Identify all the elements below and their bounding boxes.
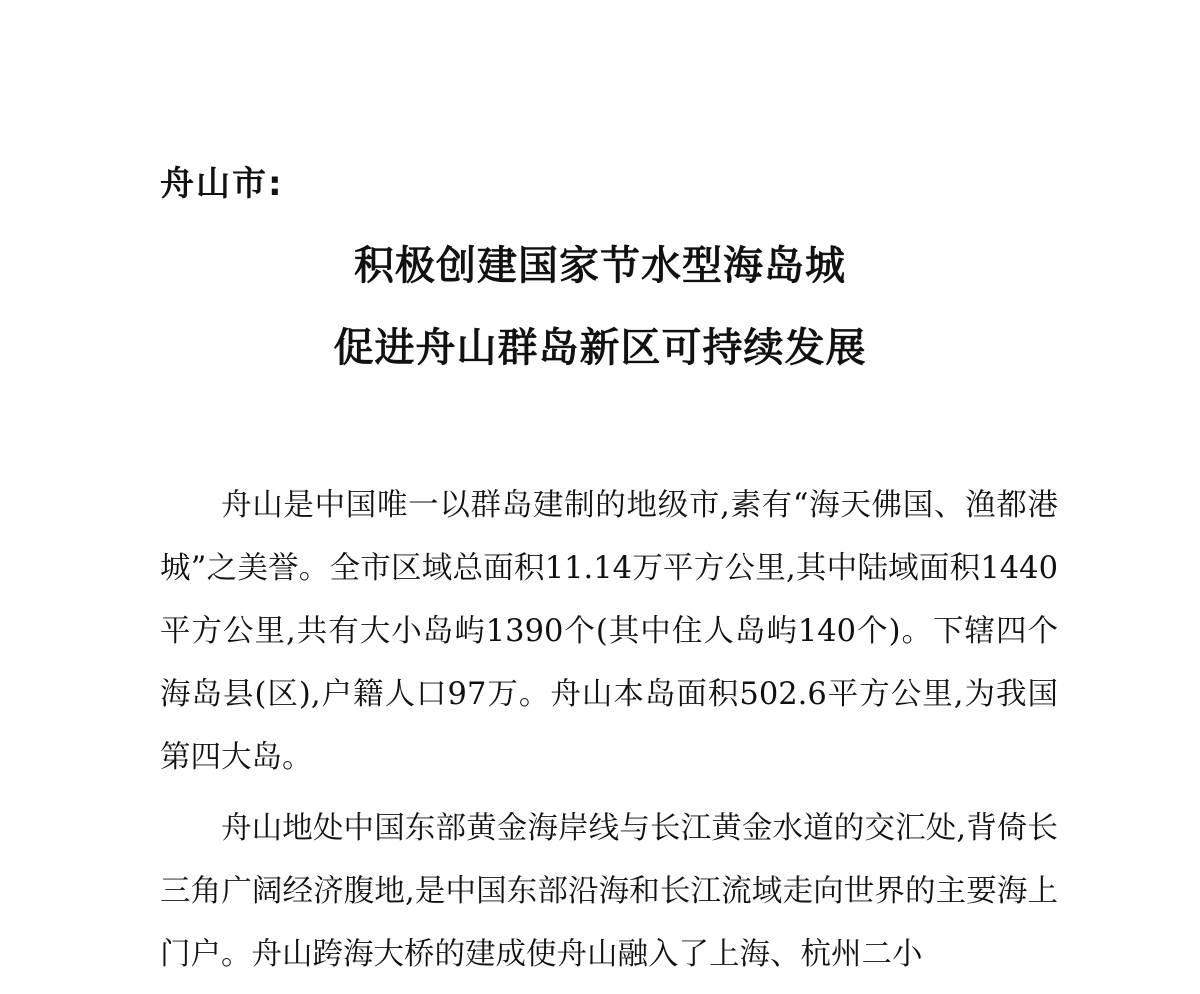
paragraph: 舟山是中国唯一以群岛建制的地级市,素有“海天佛国、渔都港城”之美誉。全市区域总面积11.14万平方公里,其中陆域面积1440平方公里,共有大小岛屿1390个(其中住人岛屿140个)。下辖四个海岛县(区),户籍人口97万。舟山本岛面积502.6平方公里,为我国第四大岛。 <box>160 488 1058 775</box>
city-label: 舟山市: <box>160 164 284 204</box>
body-text <box>160 474 1058 994</box>
document-title-line-2: 促进舟山群岛新区可持续发展 <box>333 324 867 371</box>
paragraph: 舟山地处中国东部黄金海岸线与长江黄金水道的交汇处,背倚长三角广阔经济腹地,是中国东部沿海和长江流域走向世界的主要海上门户。舟山跨海大桥的建成使舟山融入了上海、杭州二小 <box>160 811 1058 972</box>
document-title-line-1: 积极创建国家节水型海岛城 <box>354 242 846 289</box>
